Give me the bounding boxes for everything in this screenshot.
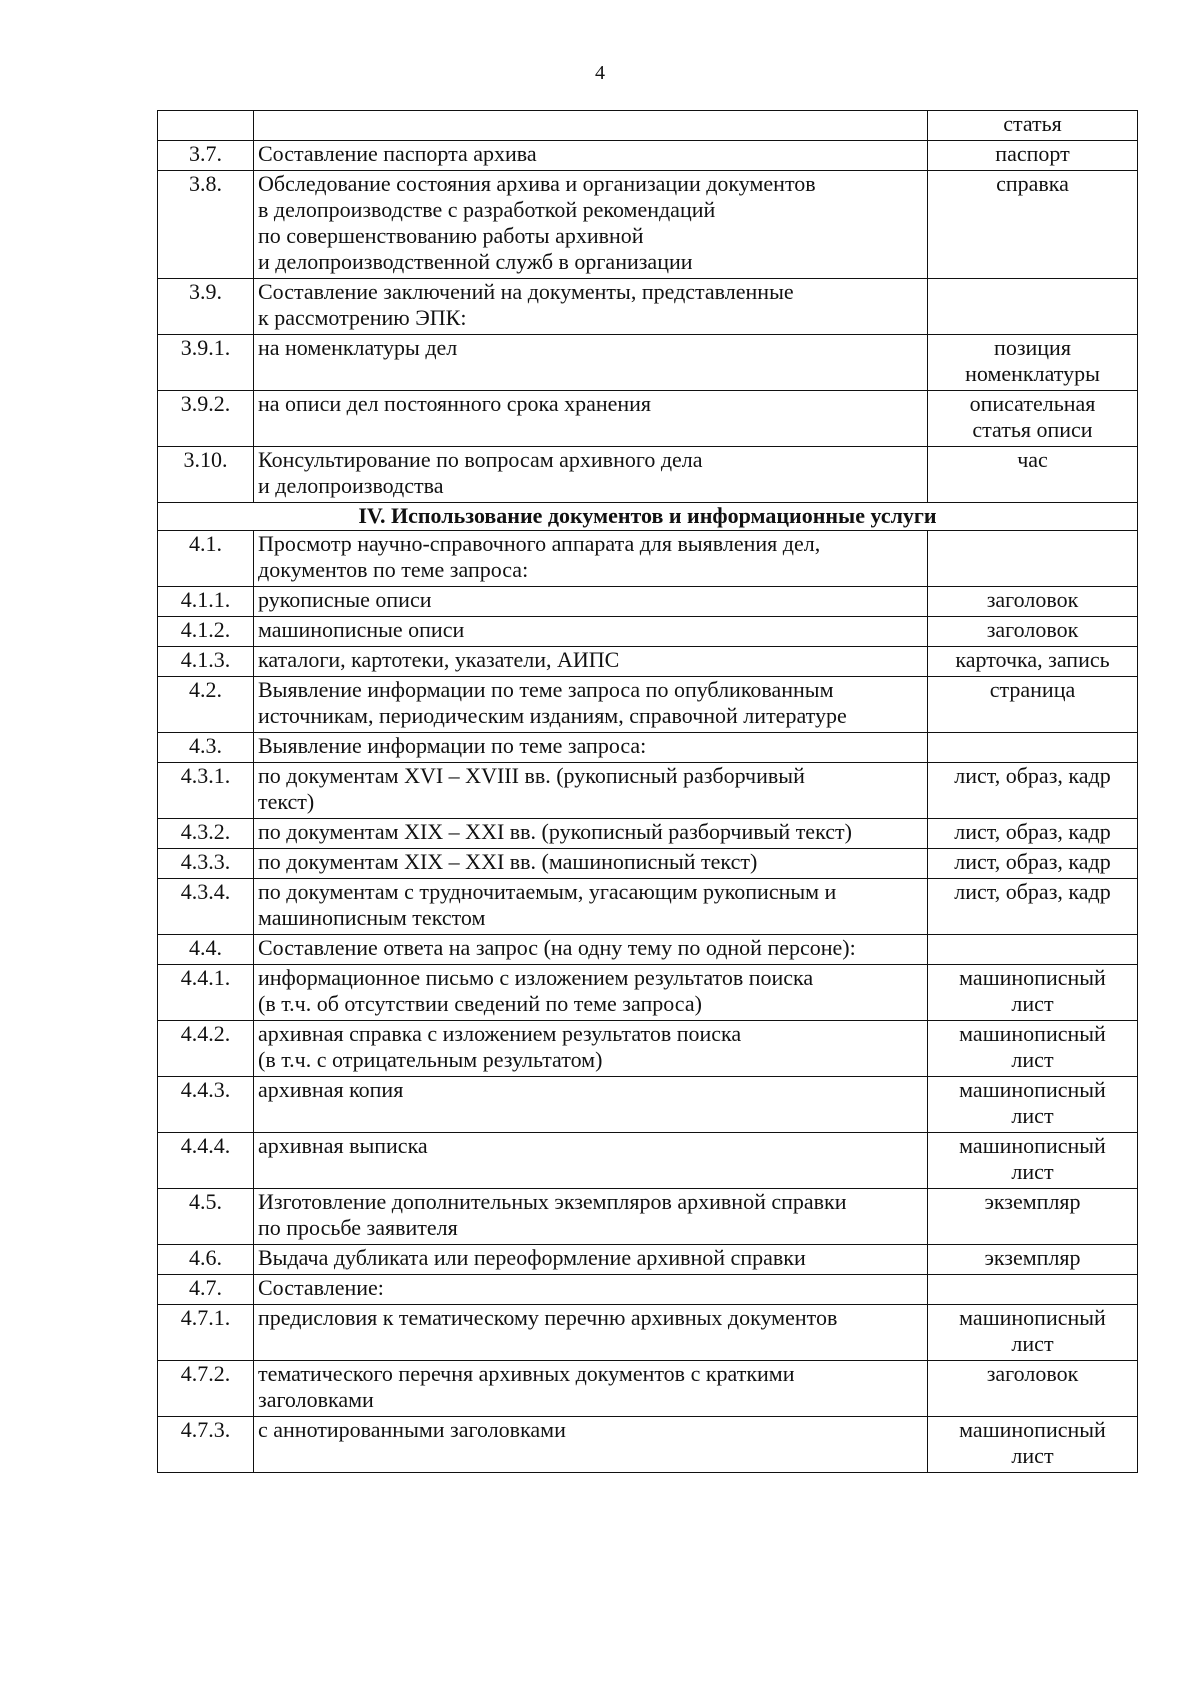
row-description: Составление заключений на документы, представленные к рассмотрению ЭПК: [254, 279, 928, 335]
row-number: 4.5. [158, 1189, 254, 1245]
row-unit: машинописный лист [928, 1417, 1138, 1473]
table-row [158, 1361, 1138, 1417]
row-description: на описи дел постоянного срока хранения [254, 391, 928, 447]
row-number: 3.9. [158, 279, 254, 335]
row-description: предисловия к тематическому перечню архивных документов [254, 1305, 928, 1361]
table-row [158, 531, 1138, 587]
row-description: на номенклатуры дел [254, 335, 928, 391]
table-row [158, 1305, 1138, 1361]
row-description: Просмотр научно-справочного аппарата для выявления дел, документов по теме запроса: [254, 531, 928, 587]
row-number: 4.7.3. [158, 1417, 254, 1473]
table-row [158, 819, 1138, 849]
row-number: 4.3.1. [158, 763, 254, 819]
table-row [158, 617, 1138, 647]
row-description: с аннотированными заголовками [254, 1417, 928, 1473]
row-unit: описательная статья описи [928, 391, 1138, 447]
row-number: 4.4.2. [158, 1021, 254, 1077]
row-number: 4.4.4. [158, 1133, 254, 1189]
tariff-table [157, 110, 1138, 1473]
row-unit: заголовок [928, 587, 1138, 617]
row-description: Изготовление дополнительных экземпляров архивной справки по просьбе заявителя [254, 1189, 928, 1245]
row-number: 4.4. [158, 935, 254, 965]
row-unit: экземпляр [928, 1245, 1138, 1275]
table-row [158, 1133, 1138, 1189]
row-description: Составление: [254, 1275, 928, 1305]
table-row [158, 1077, 1138, 1133]
row-description: по документам XVI – XVIII вв. (рукописный разборчивый текст) [254, 763, 928, 819]
table-row [158, 335, 1138, 391]
row-description: рукописные описи [254, 587, 928, 617]
row-description: архивная копия [254, 1077, 928, 1133]
row-description: Обследование состояния архива и организации документов в делопроизводстве с разработкой рекомендаций по совершенствованию работы архивной и делопроизводственной служб в организации [254, 171, 928, 279]
row-unit: машинописный лист [928, 1021, 1138, 1077]
row-unit: час [928, 447, 1138, 503]
row-unit [928, 935, 1138, 965]
table-row [158, 1275, 1138, 1305]
row-number: 3.8. [158, 171, 254, 279]
row-description: архивная справка с изложением результатов поиска (в т.ч. с отрицательным результатом) [254, 1021, 928, 1077]
row-number: 4.3. [158, 733, 254, 763]
row-unit: лист, образ, кадр [928, 849, 1138, 879]
row-unit: машинописный лист [928, 965, 1138, 1021]
row-number: 3.9.1. [158, 335, 254, 391]
row-description: Выдача дубликата или переоформление архивной справки [254, 1245, 928, 1275]
row-number: 3.7. [158, 141, 254, 171]
table-row [158, 763, 1138, 819]
table-row [158, 647, 1138, 677]
table-row [158, 677, 1138, 733]
table-row [158, 1189, 1138, 1245]
section-header-row [158, 503, 1138, 531]
row-number: 4.3.4. [158, 879, 254, 935]
row-description: каталоги, картотеки, указатели, АИПС [254, 647, 928, 677]
row-unit: лист, образ, кадр [928, 879, 1138, 935]
row-unit: позиция номенклатуры [928, 335, 1138, 391]
table-row [158, 1021, 1138, 1077]
row-unit: справка [928, 171, 1138, 279]
table-row [158, 935, 1138, 965]
row-description: по документам XIX – XXI вв. (машинописный текст) [254, 849, 928, 879]
row-description: машинописные описи [254, 617, 928, 647]
row-number: 4.7.2. [158, 1361, 254, 1417]
row-unit: машинописный лист [928, 1077, 1138, 1133]
row-number: 4.1.1. [158, 587, 254, 617]
row-description: архивная выписка [254, 1133, 928, 1189]
row-unit [928, 531, 1138, 587]
section-title: IV. Использование документов и информационные услуги [158, 503, 1138, 531]
table-row [158, 279, 1138, 335]
row-description: Выявление информации по теме запроса по опубликованным источникам, периодическим изданиям, справочной литературе [254, 677, 928, 733]
row-unit: экземпляр [928, 1189, 1138, 1245]
row-unit: машинописный лист [928, 1133, 1138, 1189]
row-description: по документам с трудночитаемым, угасающим рукописным и машинописным текстом [254, 879, 928, 935]
table-row [158, 111, 1138, 141]
row-description: информационное письмо с изложением результатов поиска (в т.ч. об отсутствии сведений по теме запроса) [254, 965, 928, 1021]
table-row [158, 447, 1138, 503]
row-number: 4.7. [158, 1275, 254, 1305]
page-number: 4 [595, 62, 605, 84]
row-number: 4.1. [158, 531, 254, 587]
row-description: тематического перечня архивных документов с краткими заголовками [254, 1361, 928, 1417]
table-row [158, 849, 1138, 879]
row-unit: заголовок [928, 617, 1138, 647]
row-unit: карточка, запись [928, 647, 1138, 677]
row-number: 4.1.3. [158, 647, 254, 677]
row-unit: паспорт [928, 141, 1138, 171]
row-unit: статья [928, 111, 1138, 141]
row-number: 4.3.2. [158, 819, 254, 849]
table-body [158, 111, 1138, 1473]
row-description: по документам XIX – XXI вв. (рукописный разборчивый текст) [254, 819, 928, 849]
row-number: 4.7.1. [158, 1305, 254, 1361]
table-row [158, 171, 1138, 279]
row-number: 4.1.2. [158, 617, 254, 647]
table-row [158, 587, 1138, 617]
row-description [254, 111, 928, 141]
row-unit: страница [928, 677, 1138, 733]
row-number: 4.3.3. [158, 849, 254, 879]
row-number: 4.6. [158, 1245, 254, 1275]
row-description: Составление паспорта архива [254, 141, 928, 171]
row-description: Консультирование по вопросам архивного дела и делопроизводства [254, 447, 928, 503]
row-number: 3.10. [158, 447, 254, 503]
row-number [158, 111, 254, 141]
table-row [158, 965, 1138, 1021]
row-description: Составление ответа на запрос (на одну тему по одной персоне): [254, 935, 928, 965]
table-row [158, 391, 1138, 447]
table-row [158, 1417, 1138, 1473]
row-number: 3.9.2. [158, 391, 254, 447]
row-unit: лист, образ, кадр [928, 763, 1138, 819]
row-description: Выявление информации по теме запроса: [254, 733, 928, 763]
row-unit: машинописный лист [928, 1305, 1138, 1361]
row-unit: заголовок [928, 1361, 1138, 1417]
table-row [158, 1245, 1138, 1275]
row-number: 4.2. [158, 677, 254, 733]
table-row [158, 879, 1138, 935]
row-unit: лист, образ, кадр [928, 819, 1138, 849]
row-number: 4.4.3. [158, 1077, 254, 1133]
row-unit [928, 733, 1138, 763]
table-row [158, 733, 1138, 763]
row-unit [928, 279, 1138, 335]
row-number: 4.4.1. [158, 965, 254, 1021]
table-row [158, 141, 1138, 171]
row-unit [928, 1275, 1138, 1305]
